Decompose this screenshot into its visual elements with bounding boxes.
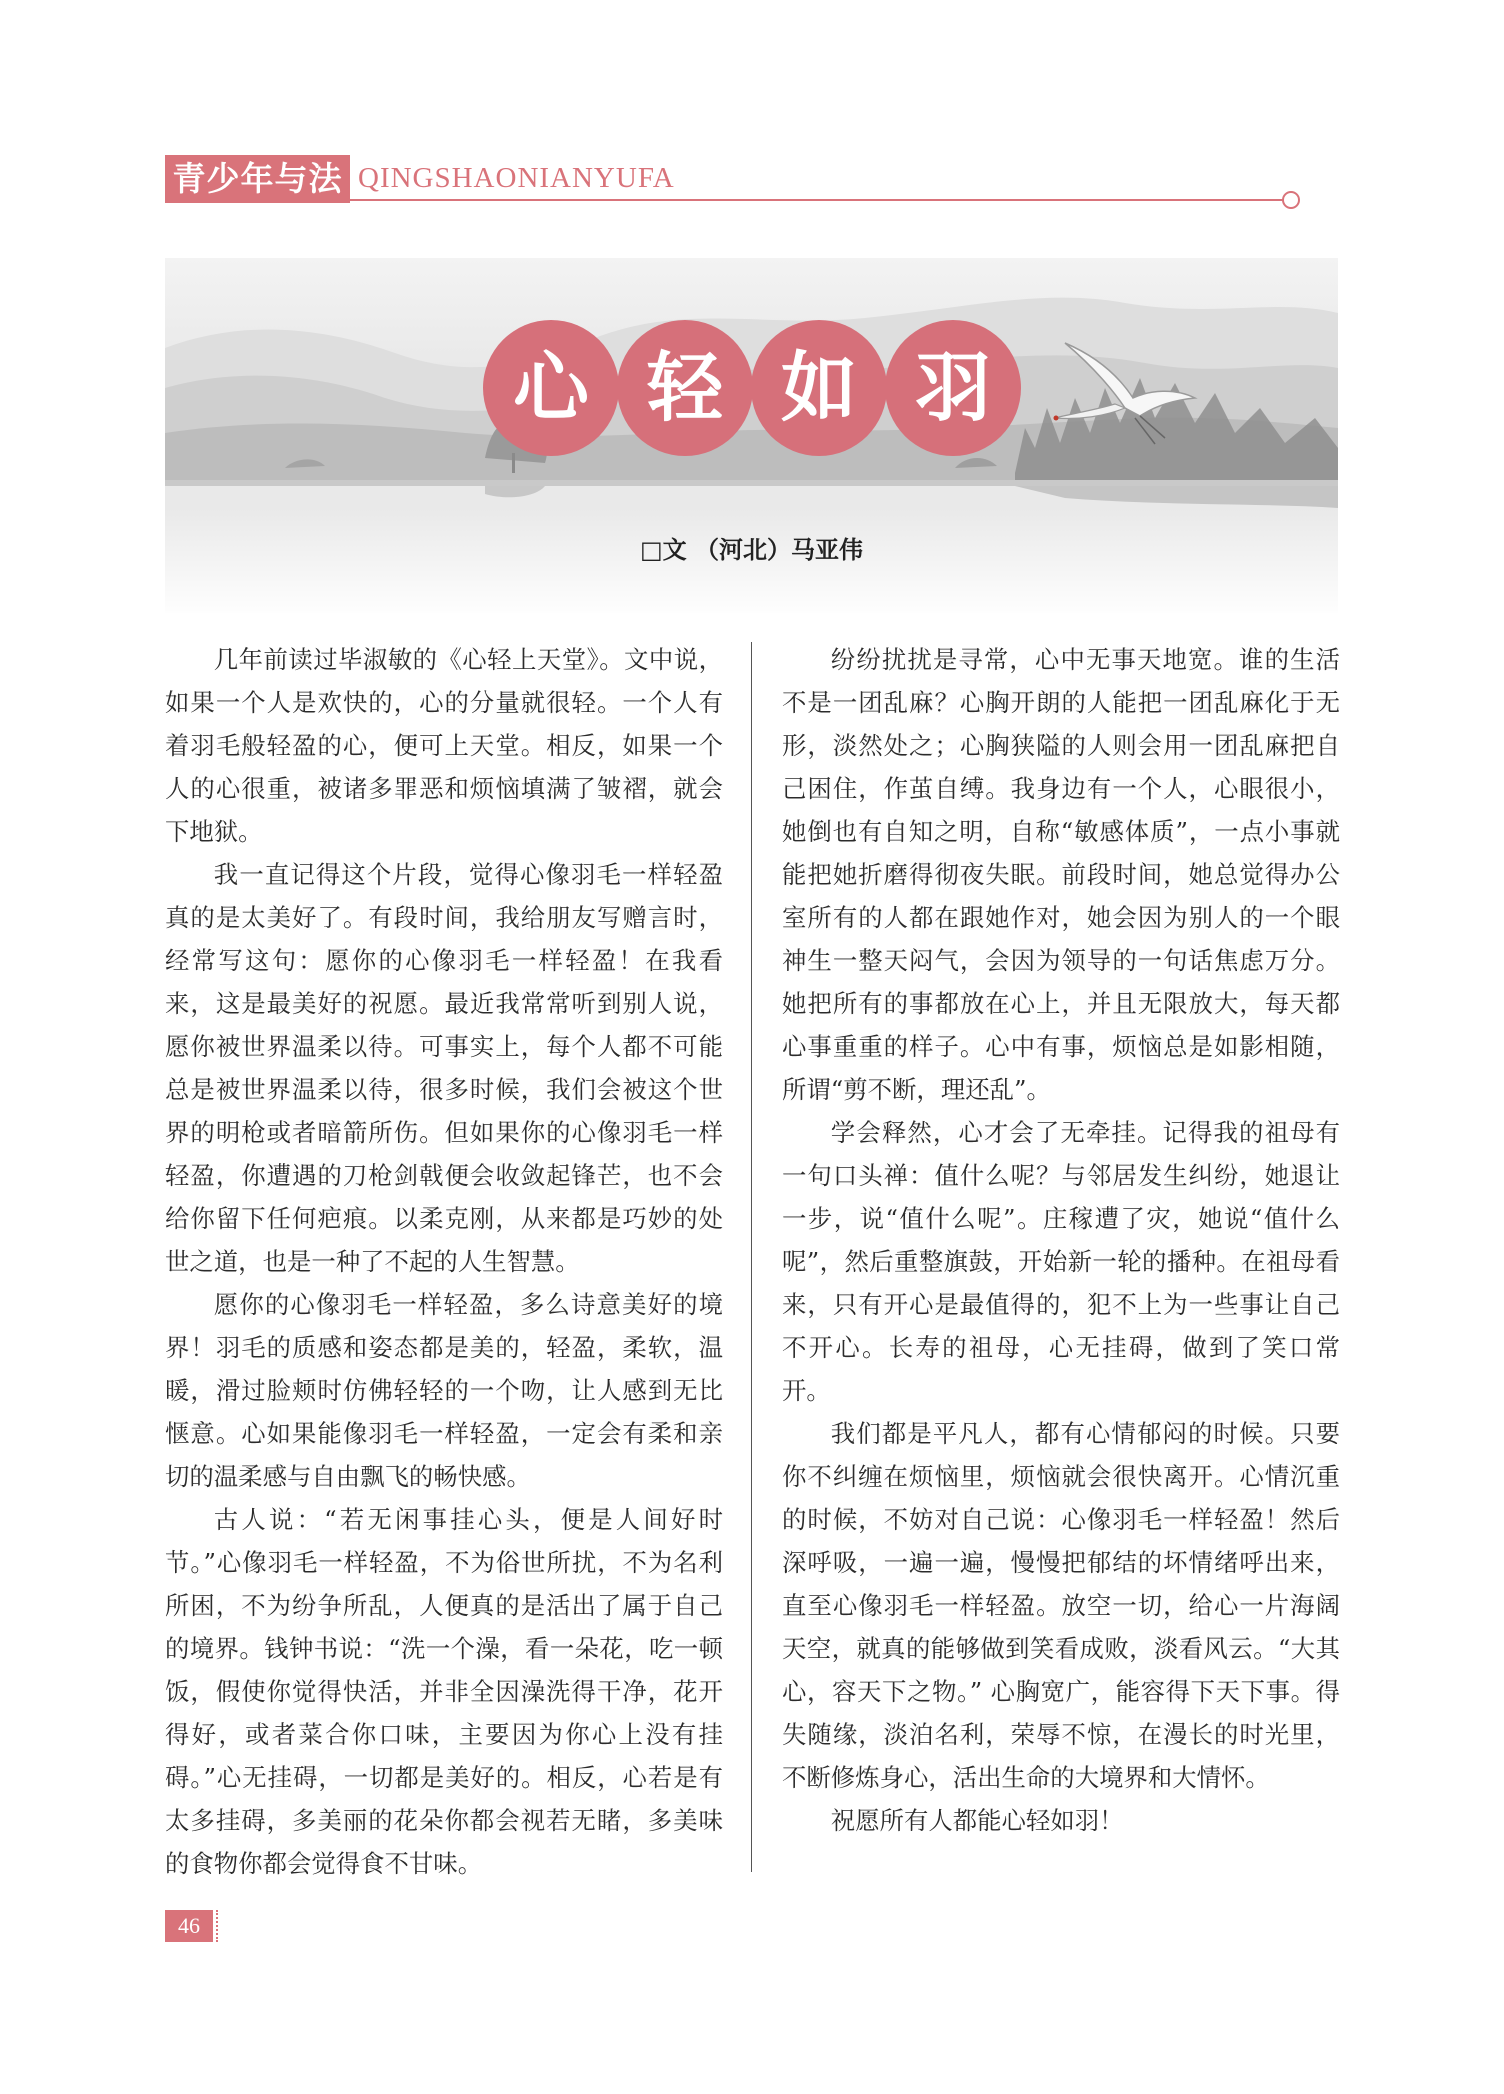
header-rule bbox=[165, 199, 1285, 201]
paragraph: 几年前读过毕淑敏的《心轻上天堂》。文中说，如果一个人是欢快的，心的分量就很轻。一个人有着羽毛般轻盈的心，便可上天堂。相反，如果一个人的心很重，被诸多罪恶和烦恼填满了皱褶，就会下地狱。 bbox=[165, 645, 723, 846]
title-char-2: 轻 bbox=[617, 320, 753, 456]
paragraph: 我们都是平凡人，都有心情郁闷的时候。只要你不纠缠在烦恼里，烦恼就会很快离开。心情沉重的时候，不妨对自己说：心像羽毛一样轻盈！然后深呼吸，一遍一遍，慢慢把郁结的坏情绪呼出来，直至心像羽毛一样轻盈。放空一切，给心一片海阔天空，就真的能够做到笑看成败，淡看风云。“大其心，容天下之物。” 心胸宽广，能容得下天下事。得失随缘，淡泊名利，荣辱不惊，在漫长的时光里，不断修炼身心，活出生命的大境界和大情怀。 bbox=[782, 1419, 1340, 1792]
title-char-3: 如 bbox=[751, 320, 887, 456]
author-byline: □文 （河北）马亚伟 bbox=[639, 536, 864, 564]
article-column-left bbox=[165, 638, 723, 1885]
section-pinyin: QINGSHAONIANYUFA bbox=[358, 162, 675, 194]
article-title bbox=[483, 320, 1023, 460]
header-rule-end-dot bbox=[1282, 191, 1300, 209]
paragraph: 古人说：“若无闲事挂心头，便是人间好时节。”心像羽毛一样轻盈，不为俗世所扰，不为名利所困，不为纷争所乱，人便真的是活出了属于自己的境界。钱钟书说：“洗一个澡，看一朵花，吃一顿饭，假使你觉得快活，并非全因澡洗得干净，花开得好，或者菜合你口味，主要因为你心上没有挂碍。”心无挂碍，一切都是美好的。相反，心若是有太多挂碍，多美丽的花朵你都会视若无睹，多美味的食物你都会觉得食不甘味。 bbox=[165, 1505, 723, 1878]
page-number-dots bbox=[216, 1910, 218, 1942]
article-banner bbox=[165, 258, 1338, 613]
title-char-4: 羽 bbox=[885, 320, 1021, 456]
paragraph: 祝愿所有人都能心轻如羽！ bbox=[830, 1806, 1124, 1835]
title-char-1: 心 bbox=[483, 320, 619, 456]
article-column-right bbox=[782, 638, 1340, 1842]
section-title: 青少年与法 bbox=[165, 155, 350, 203]
page-number: 46 bbox=[165, 1910, 213, 1942]
paragraph: 纷纷扰扰是寻常，心中无事天地宽。谁的生活不是一团乱麻？心胸开朗的人能把一团乱麻化于无形，淡然处之；心胸狭隘的人则会用一团乱麻把自己困住，作茧自缚。我身边有一个人，心眼很小，她倒也有自知之明，自称“敏感体质”，一点小事就能把她折磨得彻夜失眠。前段时间，她总觉得办公室所有的人都在跟她作对，她会因为别人的一个眼神生一整天闷气，会因为领导的一句话焦虑万分。她把所有的事都放在心上，并且无限放大，每天都心事重重的样子。心中有事，烦恼总是如影相随，所谓“剪不断，理还乱”。 bbox=[782, 645, 1340, 1104]
column-divider bbox=[751, 642, 752, 1872]
paragraph: 学会释然，心才会了无牵挂。记得我的祖母有一句口头禅：值什么呢？与邻居发生纠纷，她退让一步，说“值什么呢”。庄稼遭了灾，她说“值什么呢”，然后重整旗鼓，开始新一轮的播种。在祖母看来，只有开心是最值得的，犯不上为一些事让自己不开心。长寿的祖母，心无挂碍，做到了笑口常开。 bbox=[782, 1118, 1340, 1405]
paragraph: 愿你的心像羽毛一样轻盈，多么诗意美好的境界！羽毛的质感和姿态都是美的，轻盈，柔软，温暖，滑过脸颊时仿佛轻轻的一个吻，让人感到无比惬意。心如果能像羽毛一样轻盈，一定会有柔和亲切的温柔感与自由飘飞的畅快感。 bbox=[165, 1290, 723, 1491]
paragraph: 我一直记得这个片段，觉得心像羽毛一样轻盈真的是太美好了。有段时间，我给朋友写赠言时，经常写这句：愿你的心像羽毛一样轻盈！在我看来，这是最美好的祝愿。最近我常常听到别人说，愿你被世界温柔以待。可事实上，每个人都不可能总是被世界温柔以待，很多时候，我们会被这个世界的明枪或者暗箭所伤。但如果你的心像羽毛一样轻盈，你遭遇的刀枪剑戟便会收敛起锋芒，也不会给你留下任何疤痕。以柔克刚，从来都是巧妙的处世之道，也是一种了不起的人生智慧。 bbox=[165, 860, 723, 1276]
